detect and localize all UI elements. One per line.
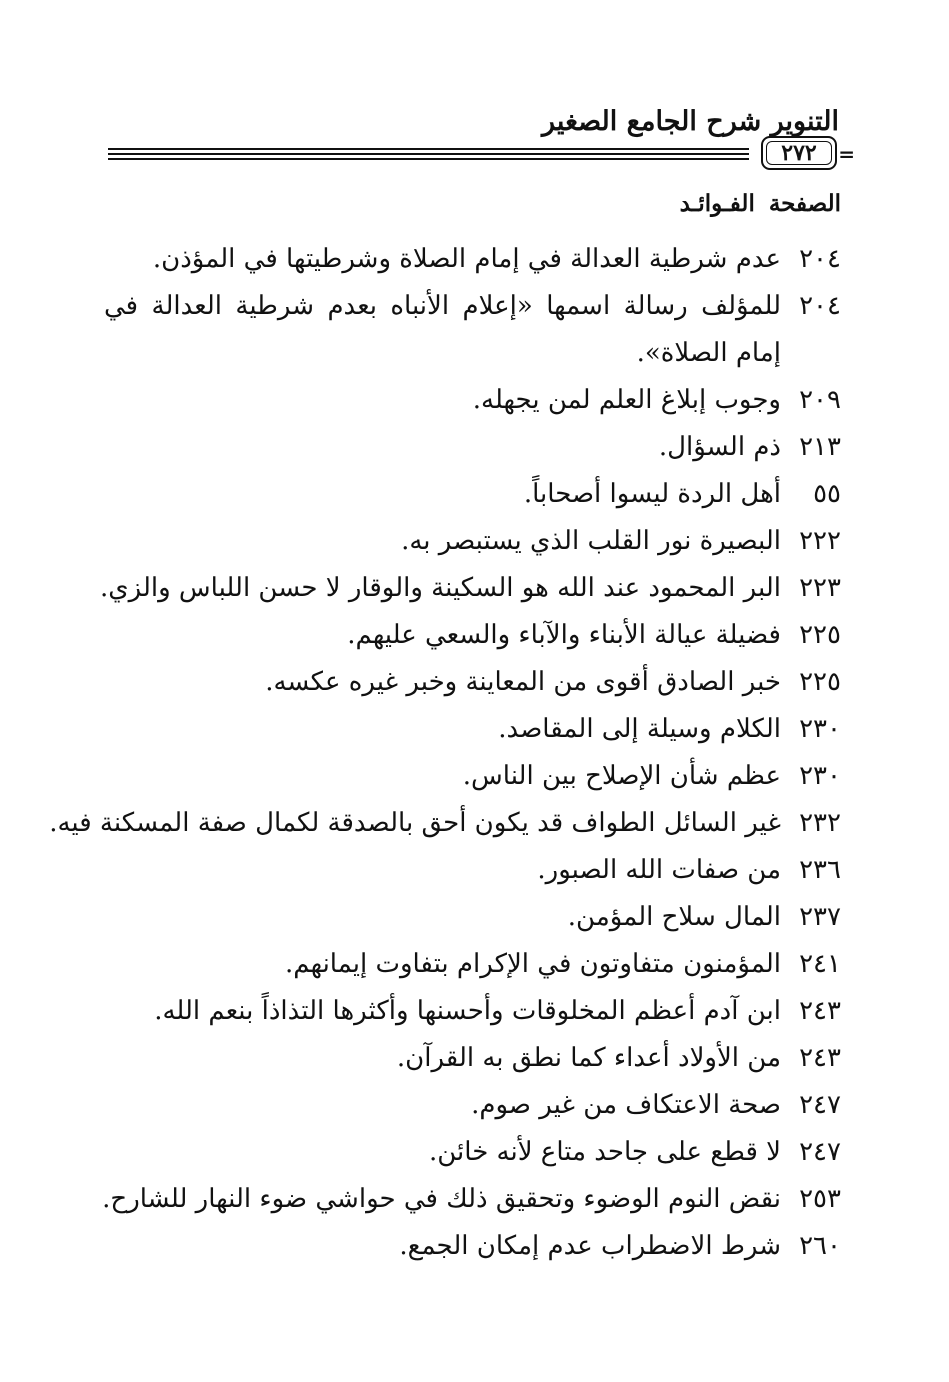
entry-text: البصيرة نور القلب الذي يستبصر به. [401,526,781,556]
header-end-mark: = [838,142,855,166]
entry-text: المؤمنون متفاوتون في الإكرام بتفاوت إيمانهم. [285,949,781,979]
header-rule-line [108,148,749,150]
entry-text: نقض النوم الوضوء وتحقيق ذلك في حواشي ضوء النهار للشارح. [102,1184,781,1214]
index-entry [104,377,841,424]
entry-page-number: ٢٢٣ [799,573,841,603]
page-number-frame [761,136,837,170]
entry-text: غير السائل الطواف قد يكون أحق بالصدقة لكمال صفة المسكنة فيه. [49,808,781,838]
entry-page-number: ٢٣٧ [799,902,841,932]
entry-text: المال سلاح المؤمن. [567,902,781,932]
entry-text: شرط الاضطراب عدم إمكان الجمع. [399,1231,781,1261]
index-entry [104,612,841,659]
index-entry [104,1223,841,1270]
index-entry [104,1176,841,1223]
entry-text: أهل الردة ليسوا أصحاباً. [523,479,781,509]
benefits-index-list [49,236,841,1270]
entry-text: ابن آدم أعظم المخلوقات وأحسنها وأكثرها التذاذاً بنعم الله. [154,996,781,1026]
entry-page-number: ٢٠٩ [799,385,841,415]
entry-text: من صفات الله الصبور. [537,855,781,885]
index-entry [104,283,841,377]
entry-page-number: ٢٤٧ [799,1137,841,1167]
entry-page-number: ٢٢٥ [799,620,841,650]
page-number: ٢٧٢ [781,140,817,166]
index-entry [104,941,841,988]
column-header-benefits: الفـوائـد [679,190,755,217]
index-entry [104,659,841,706]
index-entry [104,988,841,1035]
index-entry [104,236,841,283]
entry-page-number: ٢٠٤ [799,244,841,274]
entry-text: عدم شرطية العدالة في إمام الصلاة وشرطيتها في المؤذن. [152,244,781,274]
index-entry [104,894,841,941]
entry-text: ذم السؤال. [658,432,781,462]
column-header-page: الصفحة [768,190,841,217]
entry-page-number: ٢٤٣ [799,996,841,1026]
entry-page-number: ٢٣٠ [799,714,841,744]
entry-text: صحة الاعتكاف من غير صوم. [471,1090,781,1120]
entry-page-number: ٢٢٢ [799,526,841,556]
index-entry [104,424,841,471]
index-entry [104,1129,841,1176]
entry-text: من الأولاد أعداء كما نطق به القرآن. [396,1043,781,1073]
index-entry [104,471,841,518]
entry-text: خبر الصادق أقوى من المعاينة وخبر غيره عكسه. [265,667,781,697]
index-entry [104,1035,841,1082]
entry-page-number: ٢٥٣ [799,1184,841,1214]
entry-page-number: ٥٥ [813,479,841,509]
entry-text: لا قطع على جاحد متاع لأنه خائن. [428,1137,781,1167]
running-title: التنوير شرح الجامع الصغير [542,106,839,137]
index-entry [104,518,841,565]
entry-text: البر المحمود عند الله هو السكينة والوقار لا حسن اللباس والزي. [99,573,781,603]
entry-page-number: ٢٣٢ [799,808,841,838]
entry-page-number: ٢٣٠ [799,761,841,791]
header-rule [108,136,855,176]
entry-text: الكلام وسيلة إلى المقاصد. [498,714,781,744]
index-entry [104,706,841,753]
entry-page-number: ٢٦٠ [799,1231,841,1261]
index-entry [104,753,841,800]
entry-page-number: ٢٤٣ [799,1043,841,1073]
index-entry [49,800,841,847]
entry-page-number: ٢٤٧ [799,1090,841,1120]
column-headers [680,190,841,217]
entry-text: للمؤلف رسالة اسمها «إعلام الأنباه بعدم شرطية العدالة في إمام الصلاة». [104,291,781,368]
index-entry [99,565,841,612]
entry-text: وجوب إبلاغ العلم لمن يجهله. [472,385,781,415]
index-entry [104,847,841,894]
header-rule-line [108,158,749,160]
index-entry [104,1082,841,1129]
entry-page-number: ٢٣٦ [799,855,841,885]
entry-page-number: ٢٤١ [799,949,841,979]
entry-page-number: ٢٢٥ [799,667,841,697]
entry-page-number: ٢١٣ [799,432,841,462]
entry-text: عظم شأن الإصلاح بين الناس. [462,761,781,791]
header-rule-line [108,153,749,155]
entry-text: فضيلة عيالة الأبناء والآباء والسعي عليهم. [347,620,781,650]
entry-page-number: ٢٠٤ [799,291,841,321]
